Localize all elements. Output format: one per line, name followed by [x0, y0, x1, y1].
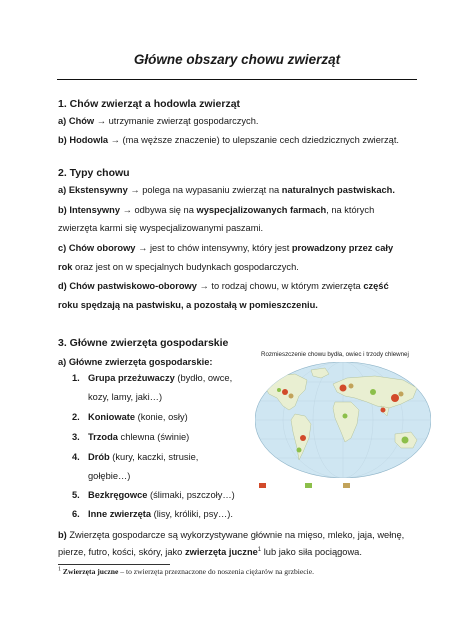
- text: → (ma węższe znaczenie) to ulepszanie cech dziedzicznych zwierząt.: [108, 135, 400, 145]
- title-divider: [57, 79, 417, 80]
- list-text: [88, 432, 189, 442]
- bold-text: wyspecjalizowanych farmach: [196, 205, 327, 215]
- section-2-heading: 2. Typy chowu: [58, 167, 130, 179]
- text: (ślimaki, pszczoły…): [147, 490, 235, 500]
- term: Inne zwierzęta: [88, 509, 152, 519]
- text: → to rodzaj chowu, w którym zwierzęta: [196, 281, 364, 291]
- legend-swatch-pigs: [343, 483, 350, 488]
- text: oraz jest on w specjalnych budynkach gospodarczych.: [72, 262, 299, 272]
- bold-text: naturalnych pastwiskach.: [281, 185, 395, 195]
- cattle-area: [391, 394, 399, 402]
- text: , na których: [326, 205, 375, 215]
- list-item-continuation: kozy, lamy, jaki…): [88, 392, 163, 402]
- term: Bezkręgowce: [88, 490, 148, 500]
- term: a) Ekstensywny: [58, 185, 128, 195]
- list-text: [88, 509, 233, 519]
- sheep-area: [297, 448, 302, 453]
- text: – to zwierzęta przeznaczone do noszenia ciężarów na grzbiecie.: [118, 567, 314, 576]
- bold-text: a) Główne zwierzęta gospodarskie:: [58, 357, 213, 367]
- map-legend: [257, 479, 429, 492]
- term: b) Hodowla: [58, 135, 109, 145]
- text: (lisy, króliki, psy…).: [151, 509, 233, 519]
- sheep-area: [277, 388, 281, 392]
- page-title: Główne obszary chowu zwierząt: [133, 52, 341, 67]
- cattle-area: [300, 435, 306, 441]
- section-2-item-b: [58, 203, 374, 217]
- cattle-area: [282, 389, 288, 395]
- footnote-ref: 1: [257, 546, 262, 553]
- list-number: 4.: [72, 452, 80, 462]
- text: chlewna (świnie): [117, 432, 190, 442]
- section-1-item-a: [58, 114, 258, 128]
- bold-text: prowadzony przez cały: [291, 243, 394, 253]
- footnote: [58, 567, 314, 576]
- text: → polega na wypasaniu zwierząt na: [127, 185, 282, 195]
- legend-swatch-sheep: [305, 483, 312, 488]
- term: a) Chów: [58, 116, 95, 126]
- pigs-area: [349, 384, 354, 389]
- list-number: 6.: [72, 509, 80, 519]
- list-number: 5.: [72, 490, 80, 500]
- list-number: 2.: [72, 412, 80, 422]
- term: Trzoda: [88, 432, 118, 442]
- section-3-item-b-line2: [58, 545, 362, 559]
- text: (bydło, owce,: [174, 373, 233, 383]
- section-1-heading: 1. Chów zwierząt a hodowla zwierząt: [58, 98, 241, 110]
- section-2-item-c: [58, 241, 393, 255]
- map-title: Rozmieszczenie chowu bydła, owiec i trzody chlewnej: [261, 351, 409, 358]
- term: Drób: [88, 452, 110, 462]
- text: Zwierzęta gospodarcze są wykorzystywane głównie na mięso, mleko, jaja, wełnę,: [66, 530, 405, 540]
- list-text: [88, 452, 198, 462]
- section-2-item-a: [58, 183, 395, 197]
- cattle-area: [381, 408, 386, 413]
- sheep-area: [402, 437, 409, 444]
- bold-text: roku spędzają na pastwisku, a pozostałą w pomieszczeniu.: [58, 300, 318, 310]
- section-2-item-d-line2: [58, 298, 318, 312]
- sheep-area: [370, 389, 376, 395]
- term: Grupa przeżuwaczy: [88, 373, 175, 383]
- cattle-area: [340, 385, 347, 392]
- text: lub jako siła pociągowa.: [261, 547, 362, 557]
- bold-text: rok: [58, 262, 73, 272]
- list-number: 1.: [72, 373, 80, 383]
- term: b) Intensywny: [58, 205, 120, 215]
- term: Zwierzęta juczne: [62, 567, 119, 576]
- list-text: [88, 412, 188, 422]
- list-item-continuation: gołębie…): [88, 471, 131, 481]
- pigs-area: [399, 392, 404, 397]
- term: d) Chów pastwiskowo-oborowy: [58, 281, 197, 291]
- section-3-heading: 3. Główne zwierzęta gospodarskie: [58, 337, 229, 349]
- term: c) Chów oborowy: [58, 243, 136, 253]
- section-2-item-c-line2: [58, 260, 299, 274]
- text: → odbywa się na: [120, 205, 197, 215]
- section-3-subheading: [58, 355, 212, 369]
- list-text: [88, 373, 232, 383]
- text: (kury, kaczki, strusie,: [109, 452, 199, 462]
- text: → utrzymanie zwierząt gospodarczych.: [94, 116, 259, 126]
- section-2-item-d: [58, 279, 389, 293]
- world-map-image: [255, 362, 431, 478]
- legend-swatch-cattle: [259, 483, 266, 488]
- term: Koniowate: [88, 412, 136, 422]
- footnote-number: 1: [58, 566, 61, 573]
- bold-text: zwierzęta juczne: [184, 547, 258, 557]
- list-number: 3.: [72, 432, 80, 442]
- footnote-divider: [58, 564, 170, 565]
- text: pierze, futro, kości, skóry, jako: [58, 547, 185, 557]
- section-3-item-b: [58, 528, 404, 542]
- section-2-item-b-line2: zwierzęta karmi się wyspecjalizowanymi paszami.: [58, 223, 264, 233]
- list-text: [88, 490, 235, 500]
- term: b): [58, 530, 67, 540]
- bold-text: część: [363, 281, 389, 291]
- livestock-world-map: [243, 348, 433, 496]
- text: (konie, osły): [135, 412, 188, 422]
- sheep-area: [343, 414, 348, 419]
- text: → jest to chów intensywny, który jest: [135, 243, 292, 253]
- section-1-item-b: [58, 133, 399, 147]
- pigs-area: [289, 394, 294, 399]
